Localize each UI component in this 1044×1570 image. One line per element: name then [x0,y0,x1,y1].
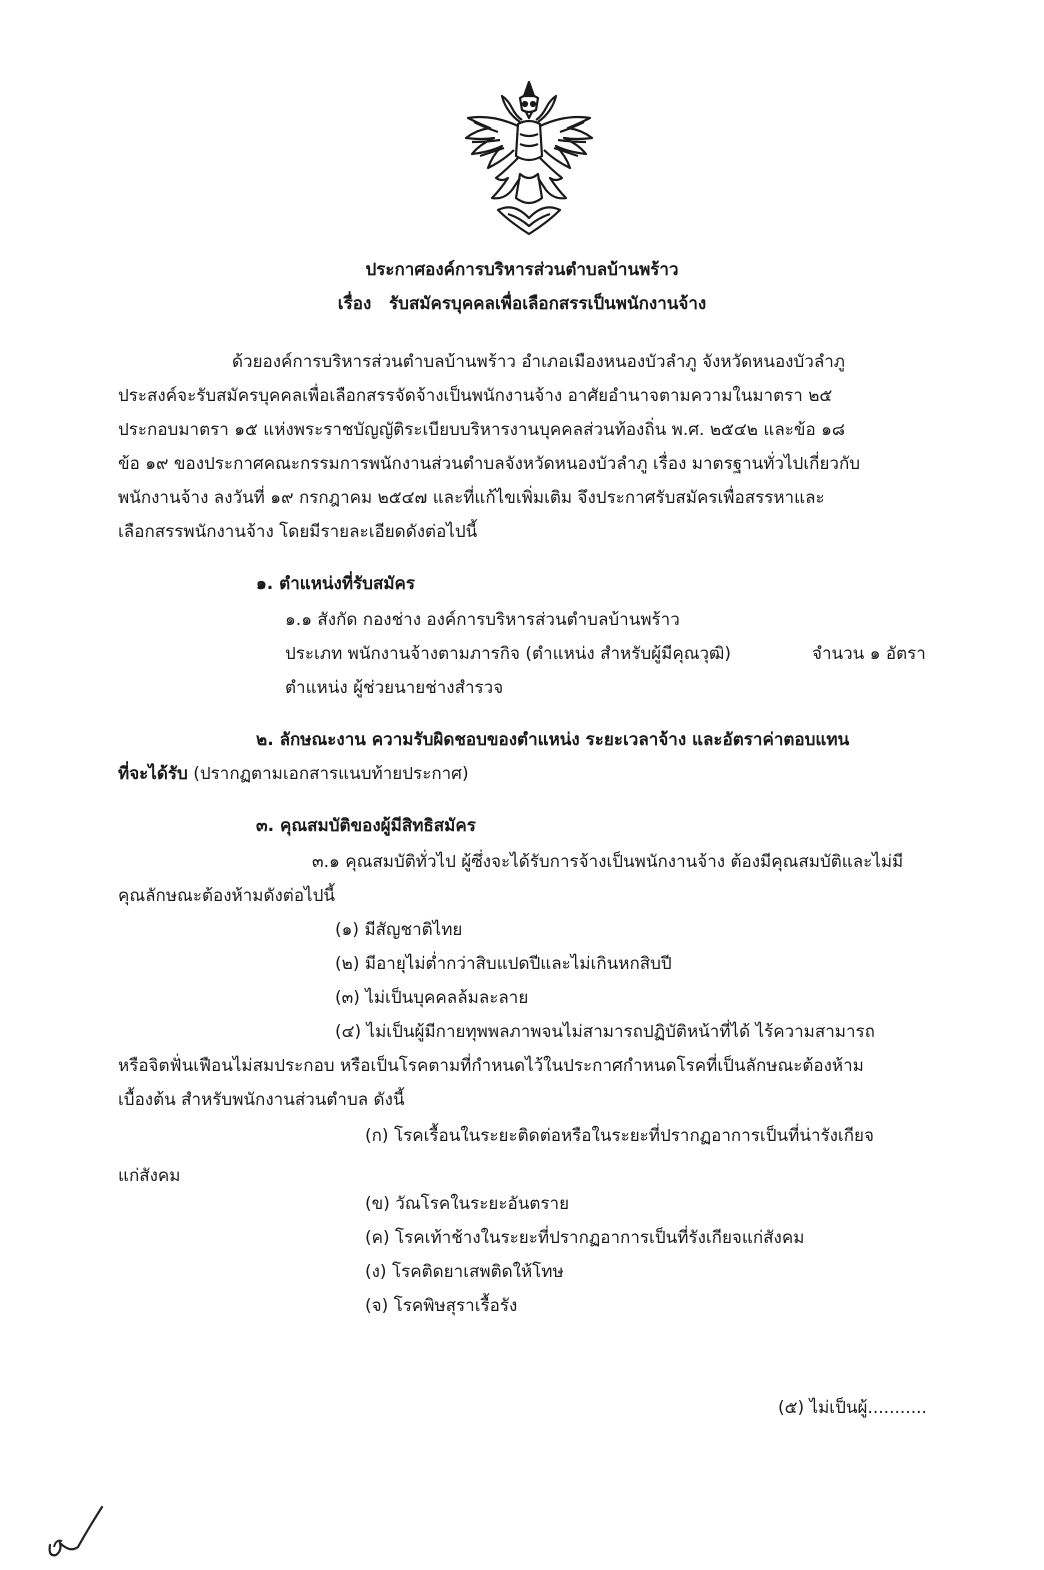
section1-position: ตำแหน่ง ผู้ช่วยนายช่างสำรวจ [285,678,504,698]
section2-line2-bold: ที่จะได้รับ [118,764,188,784]
intro-line: พนักงานจ้าง ลงวันที่ ๑๙ กรกฎาคม ๒๕๔๗ และที่แก้ไขเพิ่มเติม จึงประกาศรับสมัครเพื่อสรรหาและ [118,488,825,508]
announcement-subject [0,292,1044,316]
intro-line: ด้วยองค์การบริหารส่วนตำบลบ้านพร้าว อำเภอเมืองหนองบัวลำภู จังหวัดหนองบัวลำภู [232,352,845,372]
page-continuation: (๕) ไม่เป็นผู้........... [778,1398,927,1418]
section2-heading: ๒. ลักษณะงาน ความรับผิดชอบของตำแหน่ง ระยะเวลาจ้าง และอัตราค่าตอบแทน [256,730,850,750]
disease-item: (ง) โรคติดยาเสพติดให้โทษ [365,1262,564,1282]
qualification-item: (๔) ไม่เป็นผู้มีกายทุพพลภาพจนไม่สามารถปฏิบัติหน้าที่ได้ ไร้ความสามารถ [335,1022,875,1042]
qualification-item: (๑) มีสัญชาติไทย [335,920,463,940]
qualification-item-cont: หรือจิตฟั่นเฟือนไม่สมประกอบ หรือเป็นโรคตามที่กำหนดไว้ในประกาศกำหนดโรคที่เป็นลักษณะต้องห้าม [118,1056,864,1076]
section3-heading: ๓. คุณสมบัติของผู้มีสิทธิสมัคร [256,816,476,836]
section2-line2 [118,762,469,786]
qualification-item-cont: เบื้องต้น สำหรับพนักงานส่วนตำบล ดังนี้ [118,1090,405,1110]
disease-item: (จ) โรคพิษสุราเรื้อรัง [365,1296,518,1316]
section3-sub1-cont: คุณลักษณะต้องห้ามดังต่อไปนี้ [118,886,336,906]
section1-subsection: ๑.๑ สังกัด กองช่าง องค์การบริหารส่วนตำบลบ้านพร้าว [285,610,680,630]
qualification-item: (๓) ไม่เป็นบุคคลล้มละลาย [335,988,529,1008]
intro-line: ประกอบมาตรา ๑๕ แห่งพระราชบัญญัติระเบียบบริหารงานบุคคลส่วนท้องถิ่น พ.ศ. ๒๕๔๒ และข้อ ๑๘ [118,420,846,440]
section3-sub1: ๓.๑ คุณสมบัติทั่วไป ผู้ซึ่งจะได้รับการจ้างเป็นพนักงานจ้าง ต้องมีคุณสมบัติและไม่มี [312,852,904,872]
disease-item: (ก) โรคเรื้อนในระยะติดต่อหรือในระยะที่ปรากฏอาการเป็นที่น่ารังเกียจ [365,1126,874,1146]
qualification-item: (๒) มีอายุไม่ต่ำกว่าสิบแปดปีและไม่เกินหกสิบปี [335,954,672,974]
section1-heading: ๑. ตำแหน่งที่รับสมัคร [256,574,416,594]
handwritten-initials-icon [40,1495,120,1565]
subject-text: รับสมัครบุคคลเพื่อเลือกสรรเป็นพนักงานจ้าง [389,294,707,314]
disease-item-cont: แก่สังคม [118,1166,181,1186]
announcement-title: ประกาศองค์การบริหารส่วนตำบลบ้านพร้าว [365,260,679,280]
garuda-emblem-icon [462,78,597,238]
section1-type: ประเภท พนักงานจ้างตามภารกิจ (ตำแหน่ง สำหรับผู้มีคุณวุฒิ) [285,644,732,664]
section2-line2-rest: (ปรากฏตามเอกสารแนบท้ายประกาศ) [193,764,469,784]
disease-item: (ค) โรคเท้าช้างในระยะที่ปรากฏอาการเป็นที่รังเกียจแก่สังคม [365,1228,805,1248]
subject-label: เรื่อง [337,294,372,314]
disease-item: (ข) วัณโรคในระยะอันตราย [365,1194,570,1214]
intro-line: เลือกสรรพนักงานจ้าง โดยมีรายละเอียดดังต่อไปนี้ [118,522,478,542]
intro-line: ประสงค์จะรับสมัครบุคคลเพื่อเลือกสรรจัดจ้างเป็นพนักงานจ้าง อาศัยอำนาจตามความในมาตรา ๒๕ [118,386,833,406]
intro-line: ข้อ ๑๙ ของประกาศคณะกรรมการพนักงานส่วนตำบลจังหวัดหนองบัวลำภู เรื่อง มาตรฐานทั่วไปเกี่ยวกับ [118,454,861,474]
section1-count: จำนวน ๑ อัตรา [812,644,926,664]
